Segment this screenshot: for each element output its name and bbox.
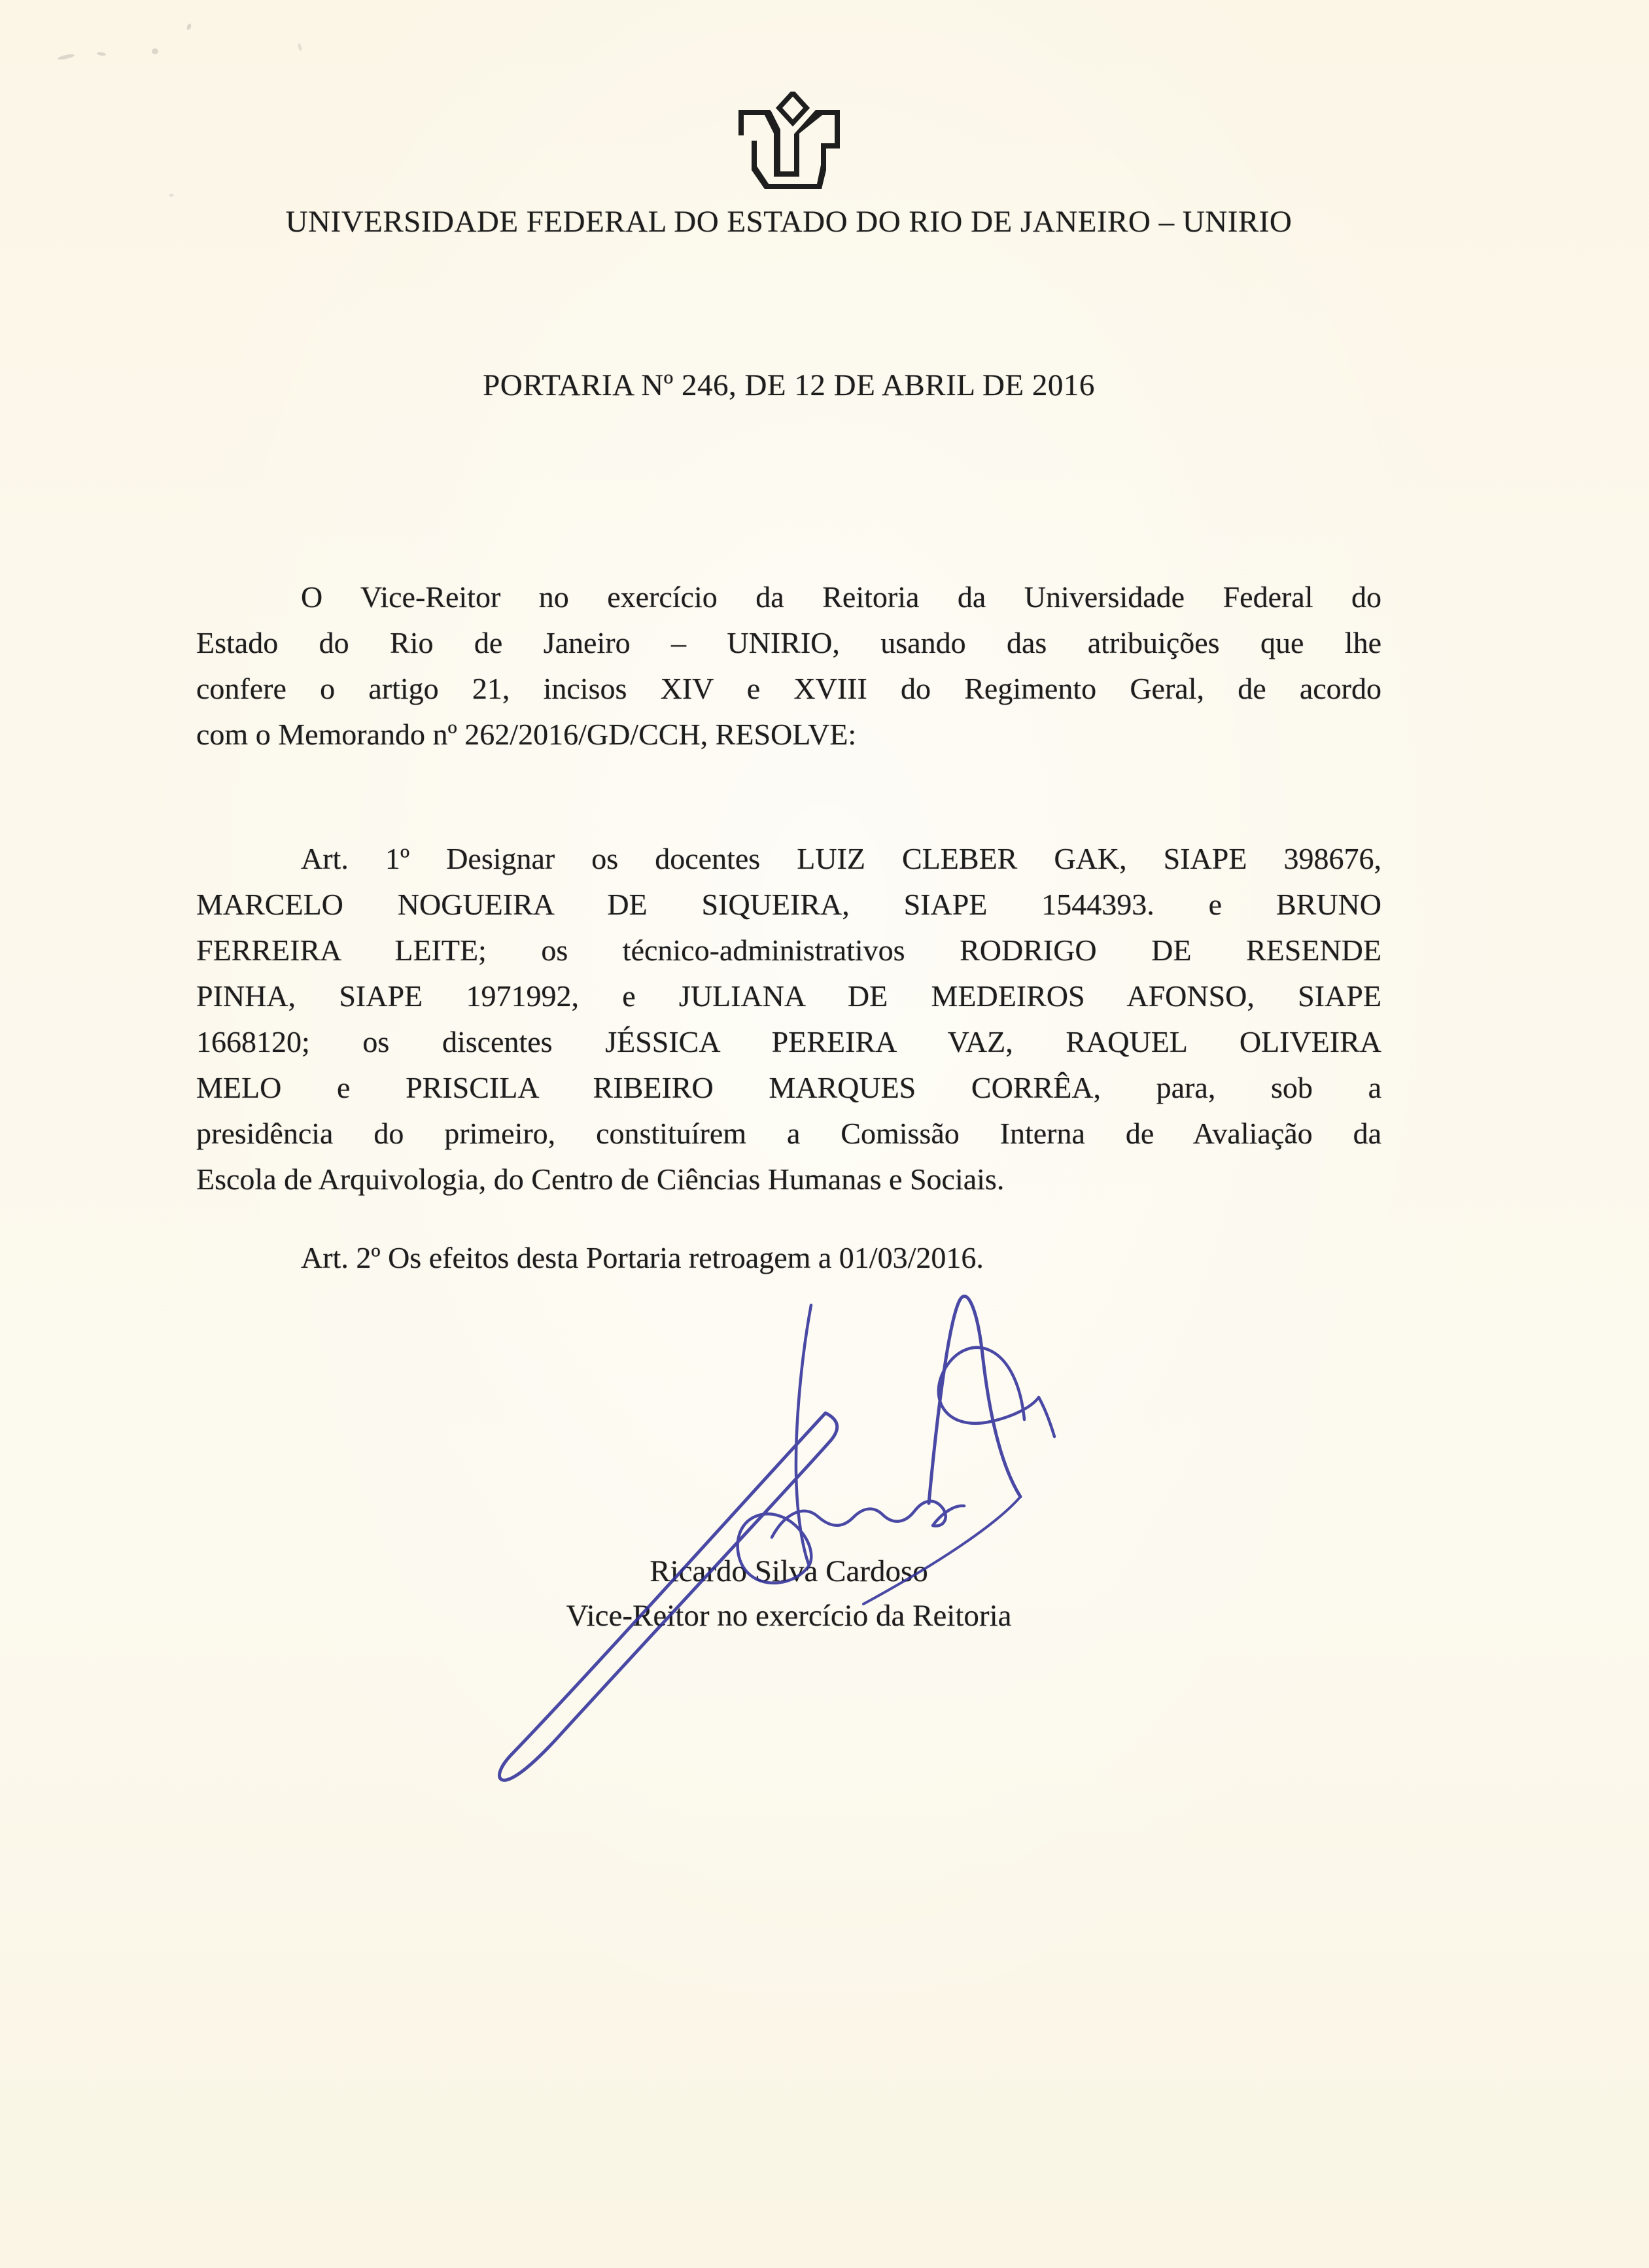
article-1-line: Art. 1º Designar os docentes LUIZ CLEBER GAK, SIAPE 398676,: [301, 842, 1381, 875]
preamble-line: confere o artigo 21, incisos XIV e XVIII do Regimento Geral, de acordo: [196, 672, 1381, 705]
preamble-line: Estado do Rio de Janeiro – UNIRIO, usando das atribuições que lhe: [196, 626, 1381, 659]
preamble-line: O Vice-Reitor no exercício da Reitoria da Universidade Federal do: [301, 580, 1381, 614]
scan-smudge: [297, 43, 302, 52]
article-1-paragraph: [196, 836, 1381, 1202]
unirio-logo-icon: [737, 92, 841, 191]
signer-role: Vice-Reitor no exercício da Reitoria: [566, 1599, 1012, 1633]
signature-stroke-flourish-loop: [939, 1348, 1054, 1437]
scan-smudge: [152, 48, 158, 54]
signature-stroke-flourish: [929, 1297, 1020, 1503]
scan-smudge: [97, 52, 107, 56]
preamble-paragraph: [196, 574, 1381, 758]
preamble-line: com o Memorando nº 262/2016/GD/CCH, RESOLVE:: [196, 718, 857, 751]
document-title: PORTARIA Nº 246, DE 12 DE ABRIL DE 2016: [483, 368, 1095, 402]
signature-stroke-loop: [500, 1413, 837, 1780]
article-1-line: Escola de Arquivologia, do Centro de Ciências Humanas e Sociais.: [196, 1162, 1005, 1196]
article-2-line: Art. 2º Os efeitos desta Portaria retroagem a 01/03/2016.: [301, 1241, 984, 1274]
article-1-line: PINHA, SIAPE 1971992, e JULIANA DE MEDEIROS AFONSO, SIAPE: [196, 979, 1381, 1013]
article-1-line: 1668120; os discentes JÉSSICA PEREIRA VAZ, RAQUEL OLIVEIRA: [196, 1025, 1381, 1058]
scan-smudge: [169, 194, 174, 197]
signature-stroke-stem: [738, 1305, 812, 1583]
signer-name: Ricardo Silva Cardoso: [650, 1554, 928, 1588]
handwritten-signature: [477, 1269, 1079, 1806]
article-1-line: FERREIRA LEITE; os técnico-administrativos RODRIGO DE RESENDE: [196, 933, 1381, 967]
institution-name: UNIVERSIDADE FEDERAL DO ESTADO DO RIO DE JANEIRO – UNIRIO: [285, 205, 1293, 239]
scan-smudge: [186, 23, 192, 30]
scan-smudge: [58, 53, 75, 60]
article-1-line: MARCELO NOGUEIRA DE SIQUEIRA, SIAPE 1544393. e BRUNO: [196, 888, 1381, 921]
article-1-line: presidência do primeiro, constituírem a Comissão Interna de Avaliação da: [196, 1117, 1381, 1150]
signature-stroke-tail: [863, 1497, 1020, 1604]
article-1-line: MELO e PRISCILA RIBEIRO MARQUES CORRÊA, para, sob a: [196, 1071, 1381, 1104]
